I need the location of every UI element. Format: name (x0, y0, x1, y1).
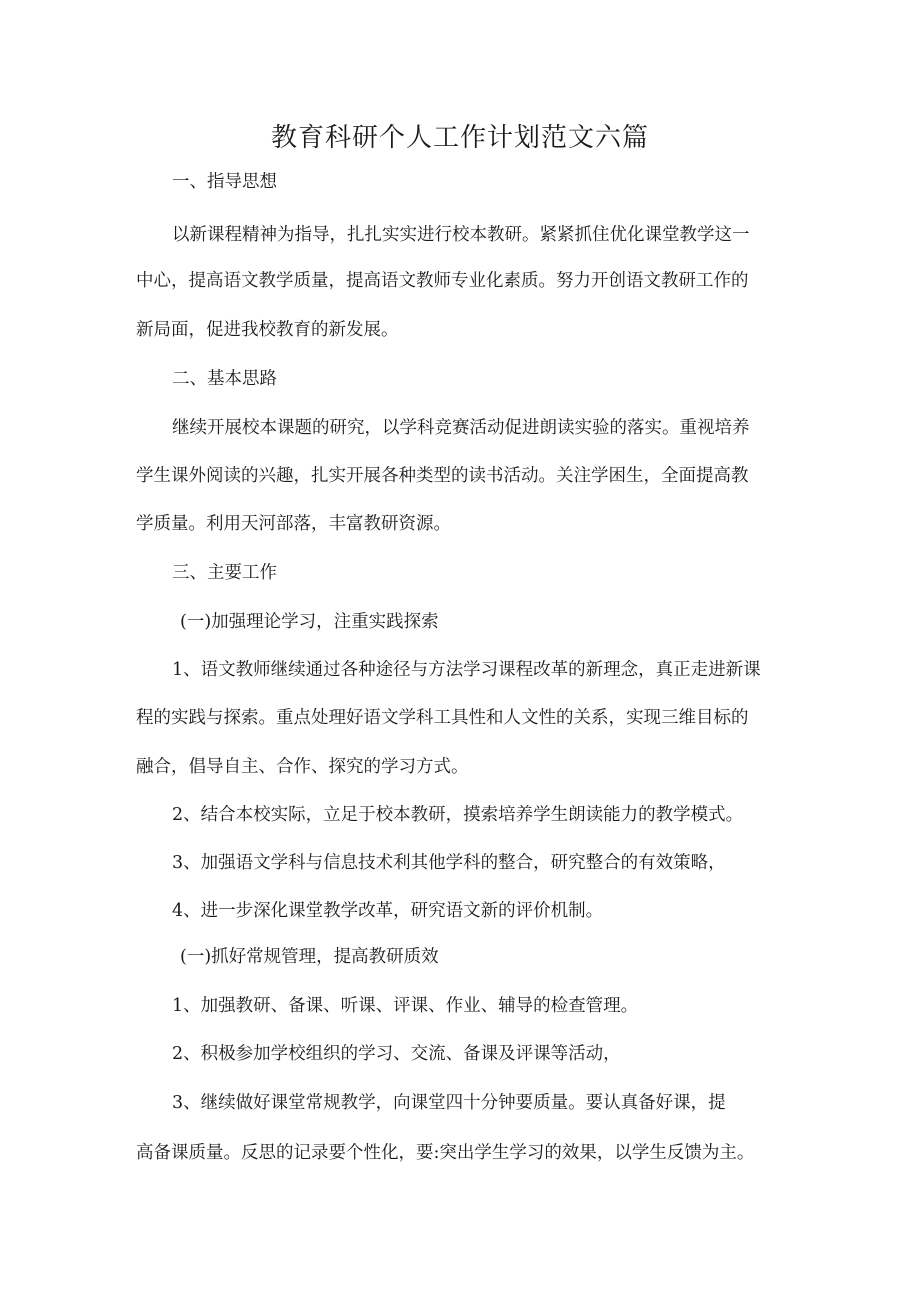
list-item-line: 3、加强语文学科与信息技术利其他学科的整合，研究整合的有效策略， (172, 853, 726, 873)
paragraph-line: 继续开展校本课题的研究，以学科竞赛活动促进朗读实验的落实。重视培养 (172, 418, 750, 438)
list-item-line: 程的实践与探索。重点处理好语文学科工具性和人文性的关系，实现三维目标的 (136, 708, 749, 728)
list-item-line: 3、继续做好课堂常规教学，向课堂四十分钟要质量。要认真备好课，提 (172, 1093, 726, 1113)
paragraph-line: 新局面，促进我校教育的新发展。 (136, 320, 399, 340)
list-item-line: 高备课质量。反思的记录要个性化，要:突出学生学习的效果，以学生反馈为主。 (136, 1143, 755, 1163)
list-item-line: 2、积极参加学校组织的学习、交流、备课及评课等活动， (172, 1044, 621, 1064)
list-item-line: 4、进一步深化课堂教学改革，研究语文新的评价机制。 (172, 901, 604, 921)
list-item-line: 1、语文教师继续通过各种途径与方法学习课程改革的新理念，真正走进新课 (172, 660, 761, 680)
list-item-line: 2、结合本校实际，立足于校本教研，摸索培养学生朗读能力的教学模式。 (172, 805, 744, 825)
paragraph-line: 以新课程精神为指导，扎扎实实进行校本教研。紧紧抓住优化课堂教学这一 (172, 225, 750, 245)
document-title: 教育科研个人工作计划范文六篇 (270, 123, 649, 153)
paragraph-line: 学生课外阅读的兴趣，扎实开展各种类型的读书活动。关注学困生，全面提高教 (136, 466, 749, 486)
list-item-line: 融合，倡导自主、合作、探究的学习方式。 (136, 757, 469, 777)
paragraph-line: 中心，提高语文教学质量，提高语文教师专业化素质。努力开创语文教研工作的 (136, 271, 749, 291)
paragraph-line: 学质量。利用天河部落，丰富教研资源。 (136, 514, 451, 534)
list-item-line: 1、加强教研、备课、听课、评课、作业、辅导的检查管理。 (172, 996, 639, 1016)
subsection-heading: (一)加强理论学习，注重实践探索 (180, 612, 439, 632)
section-heading-basic-approach: 二、基本思路 (172, 369, 277, 389)
subsection-heading: (一)抓好常规管理，提高教研质效 (180, 947, 439, 967)
section-heading-main-work: 三、主要工作 (172, 563, 277, 583)
section-heading-guiding-ideology: 一、指导思想 (172, 172, 277, 192)
